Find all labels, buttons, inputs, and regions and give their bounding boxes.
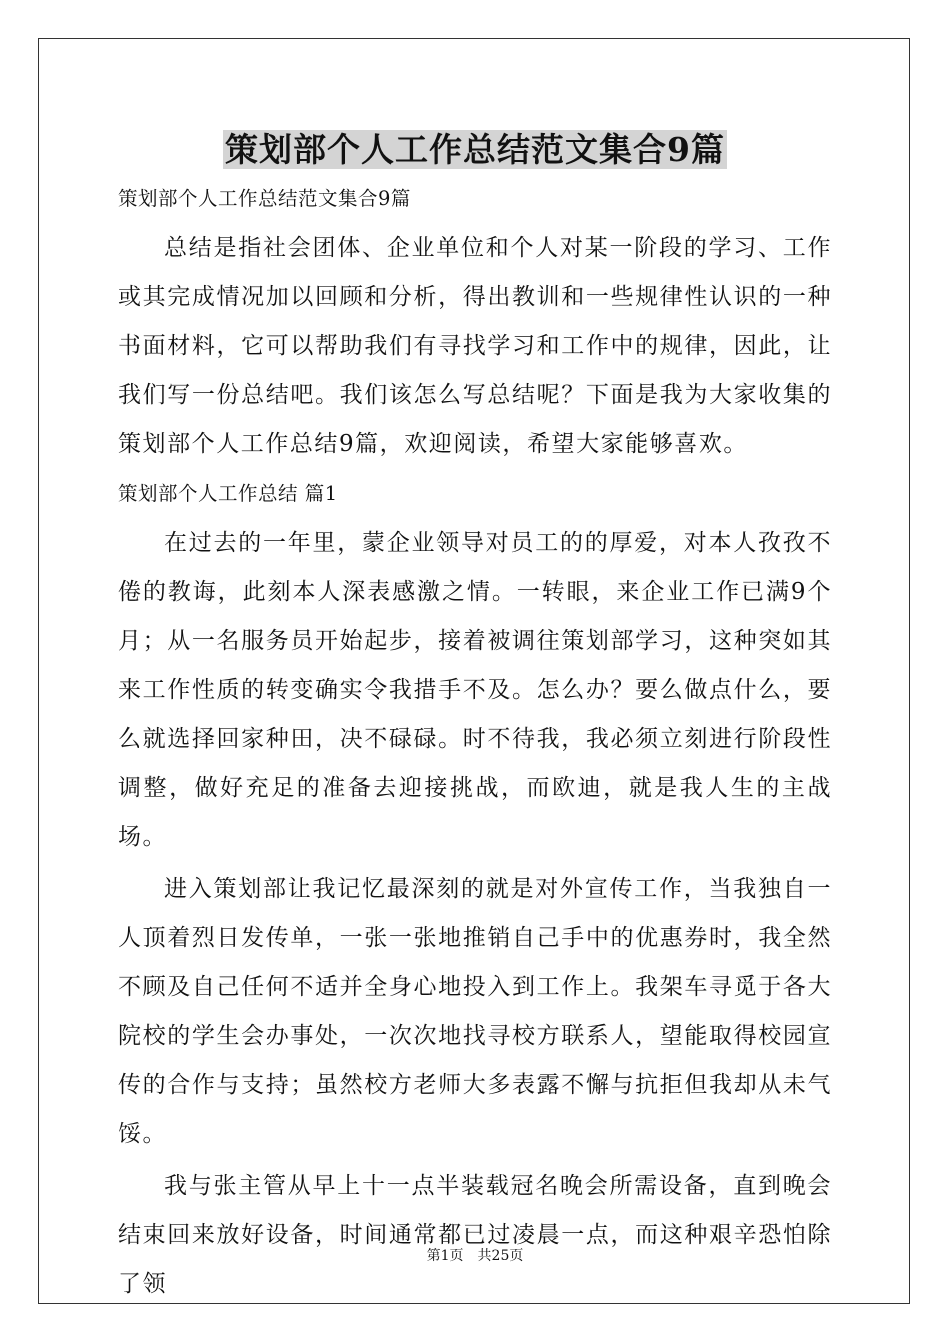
intro-paragraph: 总结是指社会团体、企业单位和个人对某一阶段的学习、工作或其完成情况加以回顾和分析，得出教训和一些规律性认识的一种书面材料，它可以帮助我们有寻找学习和工作中的规律，因此，让我们写一份总结吧。我们该怎么写总结呢？下面是我为大家收集的策划部个人工作总结9篇，欢迎阅读，希望大家能够喜欢。 — [118, 235, 832, 457]
page-number: 第1页 共25页 — [426, 1248, 524, 1264]
document-title — [0, 128, 950, 172]
section-heading: 策划部个人工作总结 篇1 — [118, 482, 338, 505]
body-paragraph-2: 进入策划部让我记忆最深刻的就是对外宣传工作，当我独自一人顶着烈日发传单，一张一张地推销自己手中的优惠券时，我全然不顾及自己任何不适并全身心地投入到工作上。我架车寻觅于各大院校的学生会办事处，一次次地找寻校方联系人，望能取得校园宣传的合作与支持；虽然校方老师大多表露不懈与抗拒但我却从未气馁。 — [118, 876, 832, 1147]
body-paragraph-1: 在过去的一年里，蒙企业领导对员工的的厚爱，对本人孜孜不倦的教诲，此刻本人深表感激之情。一转眼，来企业工作已满9个月；从一名服务员开始起步，接着被调往策划部学习，这种突如其来工作性质的转变确实令我措手不及。怎么办？要么做点什么，要么就选择回家种田，决不碌碌。时不待我，我必须立刻进行阶段性调整，做好充足的准备去迎接挑战，而欧迪，就是我人生的主战场。 — [118, 530, 832, 850]
document-subtitle: 策划部个人工作总结范文集合9篇 — [118, 187, 411, 210]
body-paragraph-3: 我与张主管从早上十一点半装载冠名晚会所需设备，直到晚会结束回来放好设备，时间通常都已过凌晨一点，而这种艰辛恐怕除了领 — [118, 1173, 832, 1297]
document-title-text: 策划部个人工作总结范文集合9篇 — [225, 130, 725, 169]
document-body — [118, 176, 832, 1309]
